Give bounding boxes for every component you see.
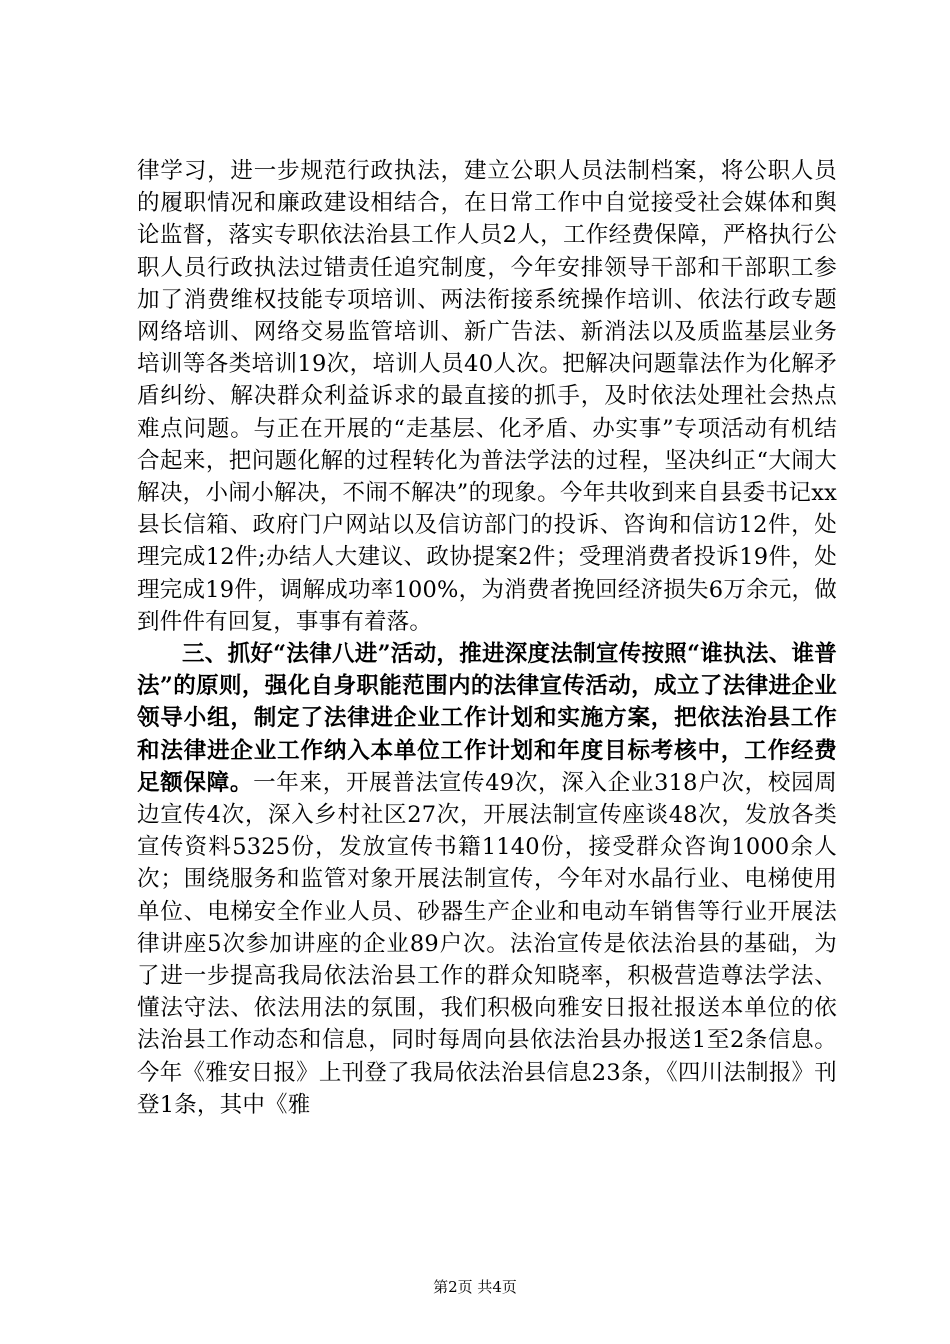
paragraph-1: 律学习，进一步规范行政执法，建立公职人员法制档案，将公职人员的履职情况和廉政建设相结合，在日常工作中自觉接受社会媒体和舆论监督，落实专职依法治县工作人员2人，工作经费保障，严格执行公职人员行政执法过错责任追究制度，今年安排领导干部和干部职工参加了消费维权技能专项培训、两法衔接系统操作培训、依法行政专题网络培训、网络交易监管培训、新广告法、新消法以及质监基层业务培训等各类培训19次，培训人员40人次。把解决问题靠法作为化解矛盾纠纷、解决群众利益诉求的最直接的抓手，及时依法处理社会热点难点问题。与正在开展的“走基层、化矛盾、办实事”专项活动有机结合起来，把问题化解的过程转化为普法学法的过程，坚决纠正“大闹大解决，小闹小解决，不闹不解决”的现象。今年共收到来自县委书记xx县长信箱、政府门户网站以及信访部门的投诉、咨询和信访12件，处理完成12件;办结人大建议、政协提案2件；受理消费者投诉19件，处理完成19件，调解成功率100%，为消费者挽回经济损失6万余元，做到件件有回复，事事有着落。: [137, 158, 837, 635]
section-heading-3: 三、抓好“法律八进”活动，推进深度法制宣传按照“谁执法、谁普法”的原则，强化自身职能范围内的法律宣传活动，成立了法律进企业领导小组，制定了法律进企业工作计划和实施方案，把依法治县工作和法律进企业工作纳入本单位工作计划和年度目标考核中，工作经费足额保障。: [137, 641, 837, 796]
paragraph-2: [137, 638, 837, 1121]
paragraph-2-body: 一年来，开展普法宣传49次，深入企业318户次，校园周边宣传4次，深入乡村社区27次，开展法制宣传座谈48次，发放各类宣传资料5325份，发放宣传书籍1140份，接受群众咨询1000余人次；围绕服务和监管对象开展法制宣传，今年对水晶行业、电梯使用单位、电梯安全作业人员、砂器生产企业和电动车销售等行业开展法律讲座5次参加讲座的企业89户次。法治宣传是依法治县的基础，为了进一步提高我局依法治县工作的群众知晓率，积极营造尊法学法、懂法守法、依法用法的氛围，我们积极向雅安日报社报送本单位的依法治县工作动态和信息，同时每周向县依法治县办报送1至2条信息。今年《雅安日报》上刊登了我局依法治县信息23条，《四川法制报》刊登1条，其中《雅: [137, 769, 837, 1118]
page-footer: 第2页 共4页: [433, 1278, 517, 1296]
document-body: [137, 155, 837, 1121]
